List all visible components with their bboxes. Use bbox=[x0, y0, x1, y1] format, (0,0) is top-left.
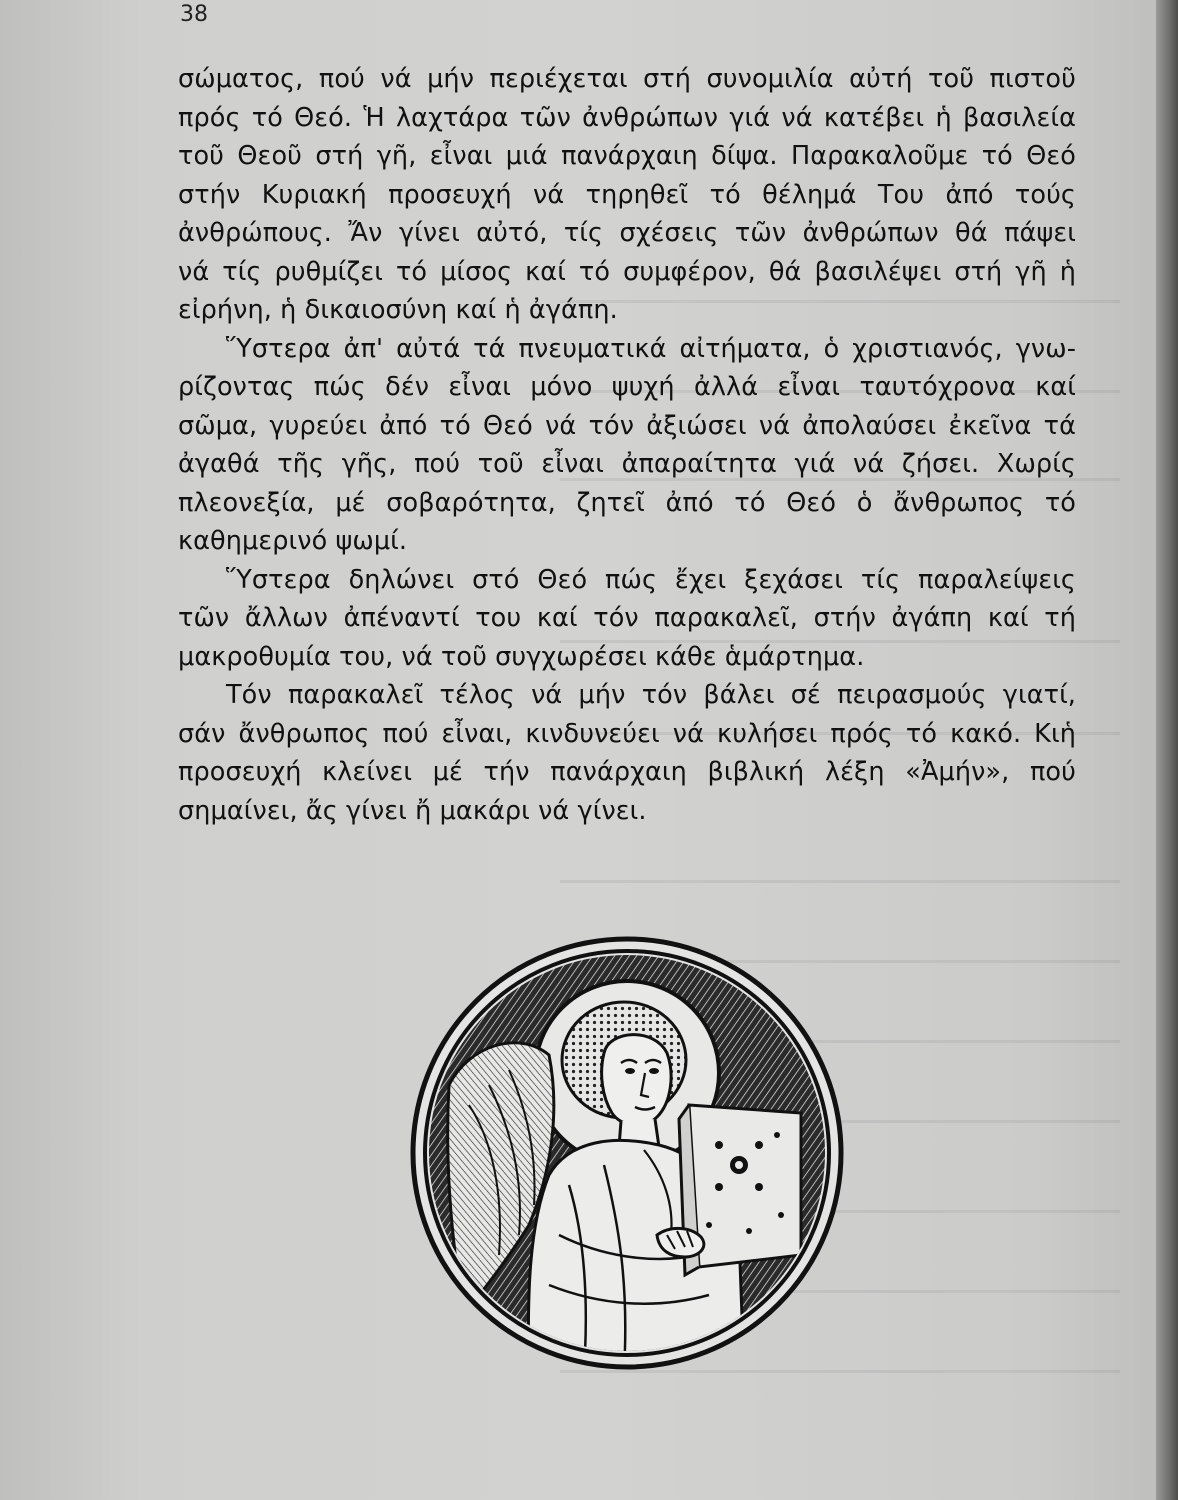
text-line: σάν ἄνθρωπος πού εἶναι, κινδυνεύει νά κυλήσει πρός τό κακό. Κιἡ bbox=[178, 718, 1076, 749]
text-line: σῶμα, γυρεύει ἀπό τό Θεό νά τόν ἀξιώσει νά ἀπολαύσει ἐκεῖνα τά bbox=[178, 410, 1076, 441]
text-line: πρός τό Θεό. Ἡ λαχτάρα τῶν ἀνθρώπων γιά νά κατέβει ἡ βασιλεία bbox=[178, 102, 1076, 133]
text-line: εἰρήνη, ἡ δικαιοσύνη καί ἡ ἀγάπη. bbox=[178, 295, 618, 325]
text-line: σώματος, πού νά μήν περιέχεται στή συνομιλία αὐτή τοῦ πιστοῦ bbox=[178, 64, 1076, 94]
text-line: σημαίνει, ἄς γίνει ἤ μακάρι νά γίνει. bbox=[178, 795, 647, 826]
text-line: τῶν ἄλλων ἀπέναντί του καί τόν παρακαλεῖ, στήν ἀγάπη καί τή bbox=[178, 603, 1076, 633]
page-edge-shadow bbox=[1156, 0, 1178, 1500]
text-line: ρίζοντας πώς δέν εἶναι μόνο ψυχή ἀλλά εἶναι ταυτόχρονα καί bbox=[178, 372, 1076, 402]
text-line: νά τίς ρυθμίζει τό μίσος καί τό συμφέρον, θά βασιλέψει στή γῆ ἡ bbox=[178, 256, 1076, 287]
text-line: Ὕστερα ἀπ' αὐτά τά πνευματικά αἰτήματα, ὁ χριστιανός, γνω- bbox=[226, 333, 1076, 364]
text-line: ἀγαθά τῆς γῆς, πού τοῦ εἶναι ἀπαραίτητα γιά νά ζήσει. Χωρίς bbox=[178, 449, 1076, 479]
page-number: 38 bbox=[180, 2, 208, 27]
text-line: προσευχή κλείνει μέ τήν πανάρχαιη βιβλική λέξη «Ἀμήν», πού bbox=[178, 757, 1076, 787]
text-line: πλεονεξία, μέ σοβαρότητα, ζητεῖ ἀπό τό Θεό ὁ ἄνθρωπος τό bbox=[178, 487, 1076, 518]
angel-medallion-icon bbox=[409, 935, 845, 1371]
text-line: μακροθυμία του, νά τοῦ συγχωρέσει κάθε ἁμάρτημα. bbox=[178, 641, 865, 672]
text-line: καθημερινό ψωμί. bbox=[178, 526, 408, 556]
text-line: Τόν παρακαλεῖ τέλος νά μήν τόν βάλει σέ πειρασμούς γιατί, bbox=[226, 680, 1076, 710]
text-line: στήν Κυριακή προσευχή νά τηρηθεῖ τό θέλημά Του ἀπό τούς bbox=[178, 179, 1076, 210]
text-line: τοῦ Θεοῦ στή γῆ, εἶναι μιά πανάρχαιη δίψα. Παρακαλοῦμε τό Θεό bbox=[178, 141, 1076, 171]
text-line: Ὕστερα δηλώνει στό Θεό πώς ἔχει ξεχάσει τίς παραλείψεις bbox=[226, 564, 1076, 595]
body-text bbox=[178, 60, 1076, 830]
text-line: ἀνθρώπους. Ἄν γίνει αὐτό, τίς σχέσεις τῶν ἀνθρώπων θά πάψει bbox=[178, 218, 1076, 248]
